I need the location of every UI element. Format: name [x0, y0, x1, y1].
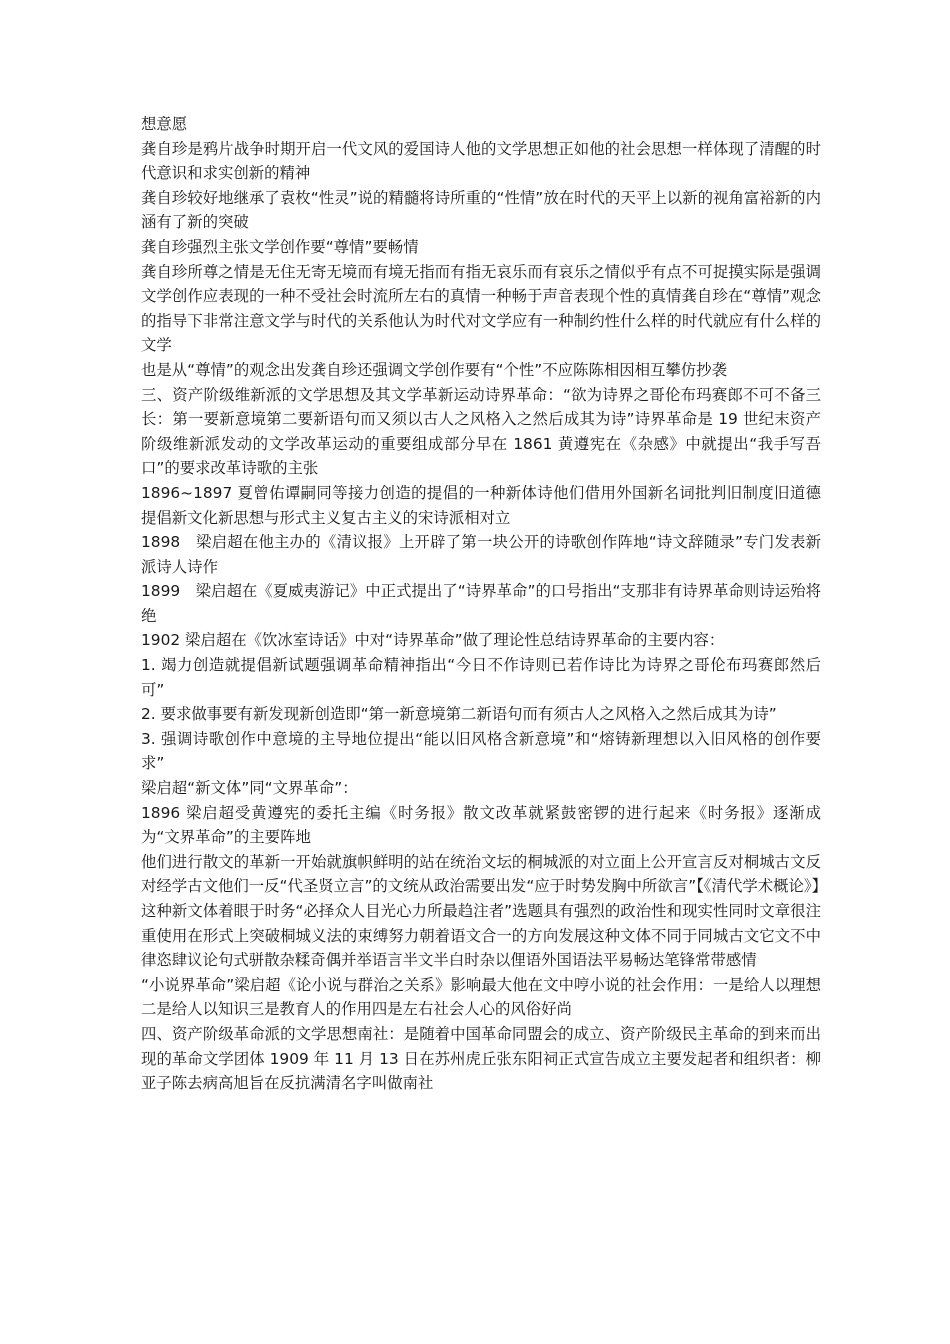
list-item: 3. 强调诗歌创作中意境的主导地位提出“能以旧风格含新意境”和“熔铸新理想以入旧风格的创作要求” — [141, 729, 821, 773]
paragraph: 1902 梁启超在《饮冰室诗话》中对“诗界革命”做了理论性总结诗界革命的主要内容： — [141, 631, 725, 650]
section-heading-paragraph: 四、资产阶级革命派的文学思想南社：是随着中国革命同盟会的成立、资产阶级民主革命的到来而出现的革命文学团体 1909 年 11 月 13 日在苏州虎丘张东阳祠正式宣告成立主要发起者和组织者：柳亚子陈去病高旭旨在反抗满清名字叫做南社 — [141, 1024, 821, 1093]
paragraph: 1899 梁启超在《夏威夷游记》中正式提出了“诗界革命”的口号指出“支那非有诗界革命则诗运殆将绝 — [141, 582, 821, 625]
paragraph: 梁启超“新文体”同“文界革命”： — [141, 779, 358, 798]
paragraph: 龚自珍较好地继承了袁枚“性灵”说的精髓将诗所重的“性情”放在时代的天平上以新的视角富裕新的内涵有了新的突破 — [141, 188, 821, 232]
paragraph: 龚自珍所尊之情是无住无寄无境而有境无指而有指无哀乐而有哀乐之情似乎有点不可捉摸实际是强调文学创作应表现的一种不受社会时流所左右的真情一种畅于声音表现个性的真情龚自珍在“尊情”观念的指导下非常注意文学与时代的关系他认为时代对文学应有一种制约性什么样的时代就应有什么样的文学 — [141, 262, 821, 355]
document-body — [141, 112, 827, 1096]
paragraph: “小说界革命”梁启超《论小说与群治之关系》影响最大他在文中哼小说的社会作用：一是给人以理想二是给人以知识三是教育人的作用四是左右社会人心的风俗好尚 — [141, 975, 821, 1019]
paragraph: 龚自珍是鸦片战争时期开启一代文风的爱国诗人他的文学思想正如他的社会思想一样体现了清醒的时代意识和求实创新的精神 — [141, 139, 821, 183]
paragraph: 他们进行散文的革新一开始就旗帜鲜明的站在统治文坛的桐城派的对立面上公开宣言反对桐城古文反对经学古文他们一反“代圣贤立言”的文统从政治需要出发“应于时势发胸中所欲言”【《清代学术概论》】 — [141, 852, 827, 896]
paragraph: 想意愿 — [141, 115, 188, 133]
list-item: 1. 竭力创造就提倡新试题强调革命精神指出“今日不作诗则已若作诗比为诗界之哥伦布玛赛郎然后可” — [141, 656, 821, 699]
paragraph: 这种新文体着眼于时务“必择众人目光心力所最趋注者”选题具有强烈的政治性和现实性同时文章很注重使用在形式上突破桐城义法的束缚努力朝着语文合一的方向发展这种文体不同于同城古文它文不中律恣肆议论句式骈散杂糅奇偶并举语言半文半白时杂以俚语外国语法平易畅达笔锋常带感情 — [141, 902, 821, 970]
paragraph: 也是从“尊情”的观念出发龚自珍还强调文学创作要有“个性”不应陈陈相因相互攀仿抄袭 — [141, 360, 727, 379]
list-item: 2. 要求做事要有新发现新创造即“第一新意境第二新语句而有须古人之风格入之然后成其为诗” — [141, 705, 777, 724]
paragraph: 龚自珍强烈主张文学创作要“尊情”要畅情 — [141, 237, 419, 256]
paragraph: 1896 梁启超受黄遵宪的委托主编《时务报》散文改革就紧鼓密锣的进行起来《时务报》逐渐成为“文界革命”的主要阵地 — [141, 803, 821, 847]
section-heading-paragraph: 三、资产阶级维新派的文学思想及其文学革新运动诗界革命：“欲为诗界之哥伦布玛赛郎不可不备三长：第一要新意境第二要新语句而又须以古人之风格入之然后成其为诗”诗界革命是 19 世纪末资产阶级维新派发动的文学改革运动的重要组成部分早在 1861 黄遵宪在《杂感》中就提出“我手写吾口”的要求改革诗歌的主张 — [141, 385, 821, 478]
paragraph: 1896~1897 夏曾佑谭嗣同等接力创造的提倡的一种新体诗他们借用外国新名词批判旧制度旧道德提倡新文化新思想与形式主义复古主义的宋诗派相对立 — [141, 483, 821, 527]
paragraph: 1898 梁启超在他主办的《清议报》上开辟了第一块公开的诗歌创作阵地“诗文辞随录”专门发表新派诗人诗作 — [141, 533, 821, 576]
